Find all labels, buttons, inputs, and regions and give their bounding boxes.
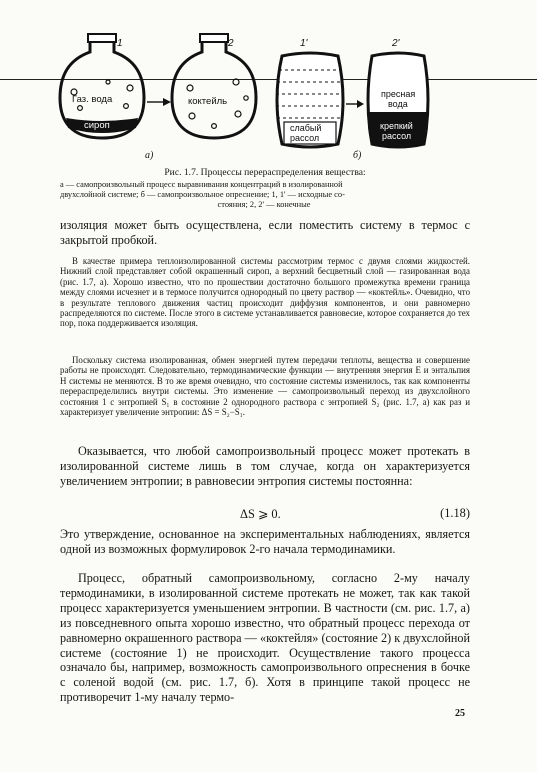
label-fresh-water-2: вода	[388, 99, 408, 109]
formula-expression: ΔS ⩾ 0.	[240, 507, 281, 521]
label-syrup: сироп	[84, 120, 110, 131]
arrow-b	[346, 100, 364, 108]
figure-part-a-label: а)	[145, 150, 154, 161]
paragraph-thermos-example: В качестве примера теплоизолированной системы рассмотрим термос с двумя слоями жидкостей. Нижний слой представляет собой окрашенный сироп, а верхний бесцветный слой — газированная вода (рис. 1.7, а). Хорошо известно, что по прошествии достаточно большого промежутка времени граница между слоями исчезнет и в термосе получится однородный по цвету раствор — «коктейль». Очевидно, что в результате теплового движения частиц происходит диффузия компонентов, и они равномерно распределяются по системе. После этого в системе устанавливается равновесие, которое сохраняется до тех пор, пока поддерживается изоляция.	[60, 256, 470, 329]
figure-legend	[60, 180, 468, 210]
thermos-flask-2	[172, 34, 256, 138]
label-cocktail: коктейль	[188, 96, 228, 107]
label-state-2prime: 2'	[392, 38, 400, 49]
figure-1-7	[50, 30, 430, 165]
paragraph-reverse-process: Процесс, обратный самопроизвольному, согласно 2-му началу термодинамики, в изолированной системе протекать не может, так как такой процесс характеризуется уменьшением энтропии. В частности (см. рис. 1.7, а) из повседневного опыта хорошо известно, что обратный процесс перехода от равномерно окрашенного раствора — «коктейля» (состояние 2) к двухслойной системе (состояние 1) не происходит. Осуществление такого процесса означало бы, например, возможность самопроизвольного опреснения в бочке с соленой водой (см. рис. 1.7, б). Хотя в принципе такой процесс не противоречит 1-му началу термо-	[60, 571, 470, 705]
label-weak-brine-2: рассол	[290, 133, 320, 143]
legend-line: а — самопроизвольный процесс выравнивания концентраций в изолированной	[60, 180, 343, 189]
label-state-1prime: 1'	[300, 38, 308, 49]
paragraph-isolation: изоляция может быть осуществлена, если поместить систему в термос с закрытой пробкой.	[60, 218, 470, 247]
paragraph-second-law: Это утверждение, основанное на экспериментальных наблюдениях, является одной из возможных формулировок 2-го начала термодинамики.	[60, 527, 470, 556]
label-state-1: 1	[117, 38, 123, 49]
label-gas-water: Газ. вода	[72, 94, 113, 105]
legend-line: двухслойной системе; б — самопроизвольное опреснение; 1, 1' — исходные со-	[60, 190, 345, 199]
page-number: 25	[455, 708, 465, 719]
label-fresh-water-1: пресная	[381, 89, 416, 99]
label-strong-brine-2: рассол	[382, 131, 412, 141]
arrow-a	[147, 98, 171, 106]
label-weak-brine-1: слабый	[290, 123, 322, 133]
figure-caption: Рис. 1.7. Процессы перераспределения вещества:	[164, 167, 366, 178]
paragraph-spontaneous-process: Оказывается, что любой самопроизвольный процесс может протекать в изолированной системе лишь в том случае, когда он характеризуется увеличением энтропии; в равновесии энтропия системы постоянна:	[60, 444, 470, 488]
label-state-2: 2	[228, 38, 234, 49]
formula-1-18	[60, 506, 470, 522]
figure-part-b-label: б)	[353, 150, 362, 161]
formula-number: (1.18)	[440, 506, 470, 520]
paragraph-isolated-system: Поскольку система изолированная, обмен энергией путем передачи теплоты, вещества и совершение работы не происходят. Следовательно, термодинамические функции — внутренняя энергия E и энтальпия H системы не меняются. В то же время очевидно, что состояние системы изменилось, так как компоненты перераспределились внутри системы. Это изменение — самопроизвольный переход из двухслойного состояния 1 с энтропией S₁ в состояние 2 однородного раствора с энтропией S₂ (рис. 1.7, а) как раз и характеризует увеличение энтропии: ΔS = S₂−S₁.	[60, 355, 470, 418]
legend-line: стояния; 2, 2' — конечные	[217, 200, 311, 209]
label-strong-brine-1: крепкий	[380, 121, 413, 131]
